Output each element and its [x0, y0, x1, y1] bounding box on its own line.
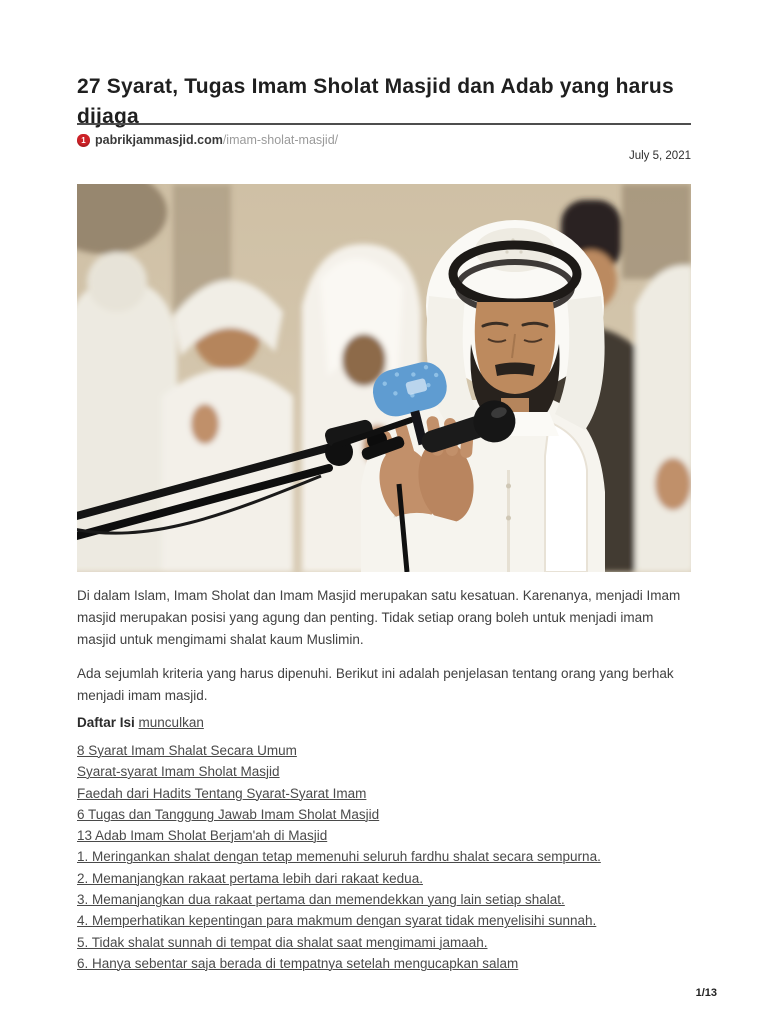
- toc-list-item: [77, 868, 691, 889]
- toc-link[interactable]: 4. Memperhatikan kepentingan para makmum dengan syarat tidak menyelisihi sunnah.: [77, 913, 597, 929]
- page-number: 1/13: [695, 987, 717, 999]
- toc-list-item: [77, 783, 691, 804]
- toc-list-item: [77, 740, 691, 761]
- toc-list-item: [77, 932, 691, 953]
- toc-link[interactable]: 2. Memanjangkan rakaat pertama lebih dari rakaat kedua.: [77, 870, 423, 886]
- imam-praying-illustration: [77, 184, 691, 572]
- hero-image: [77, 184, 691, 572]
- toc-link[interactable]: 6. Hanya sebentar saja berada di tempatnya setelah mengucapkan salam: [77, 955, 519, 971]
- toc-list-item: [77, 825, 691, 846]
- toc-link[interactable]: 13 Adab Imam Sholat Berjam'ah di Masjid: [77, 828, 328, 844]
- toc-link[interactable]: Syarat-syarat Imam Sholat Masjid: [77, 764, 280, 780]
- body-paragraph: Ada sejumlah kriteria yang harus dipenuhi. Berikut ini adalah penjelasan tentang orang yang berhak menjadi imam masjid.: [77, 666, 674, 703]
- table-of-contents: [77, 713, 691, 974]
- source-path[interactable]: /imam-sholat-masjid/: [222, 133, 339, 147]
- article-body: [77, 585, 691, 719]
- toc-link[interactable]: Faedah dari Hadits Tentang Syarat-Syarat Imam: [77, 785, 367, 801]
- page-title: 27 Syarat, Tugas Imam Sholat Masjid dan Adab yang harus dijaga: [77, 75, 674, 129]
- toc-link[interactable]: 5. Tidak shalat sunnah di tempat dia shalat saat mengimami jamaah.: [77, 934, 488, 950]
- toc-list-item: [77, 910, 691, 931]
- site-favicon-icon: 1: [77, 134, 90, 147]
- source-url[interactable]: [95, 133, 338, 147]
- toc-header: [77, 713, 691, 733]
- toc-list-item: [77, 804, 691, 825]
- toc-link[interactable]: 3. Memanjangkan dua rakaat pertama dan memendekkan yang lain setiap shalat.: [77, 892, 565, 908]
- toc-link[interactable]: 8 Syarat Imam Shalat Secara Umum: [77, 743, 297, 758]
- source-domain[interactable]: pabrikjammasjid.com: [95, 133, 223, 147]
- toc-list-item: [77, 889, 691, 910]
- toc-list: [77, 740, 691, 974]
- publish-date: July 5, 2021: [628, 150, 691, 162]
- body-paragraph: Di dalam Islam, Imam Sholat dan Imam Masjid merupakan satu kesatuan. Karenanya, menjadi Imam masjid merupakan posisi yang agung dan penting. Tidak setiap orang boleh untuk menjadi imam masjid untuk mengimami shalat kaum Muslimin.: [77, 588, 681, 647]
- toc-toggle-link[interactable]: munculkan: [138, 715, 204, 730]
- toc-label: Daftar Isi: [77, 715, 135, 730]
- toc-list-item: [77, 761, 691, 782]
- toc-link[interactable]: 1. Meringankan shalat dengan tetap memenuhi seluruh fardhu shalat secara sempurna.: [77, 849, 601, 865]
- source-line: [77, 132, 691, 148]
- toc-link[interactable]: 6 Tugas dan Tanggung Jawab Imam Sholat Masjid: [77, 806, 380, 822]
- toc-list-item: [77, 953, 691, 974]
- title-divider: [77, 123, 691, 125]
- toc-list-item: [77, 846, 691, 867]
